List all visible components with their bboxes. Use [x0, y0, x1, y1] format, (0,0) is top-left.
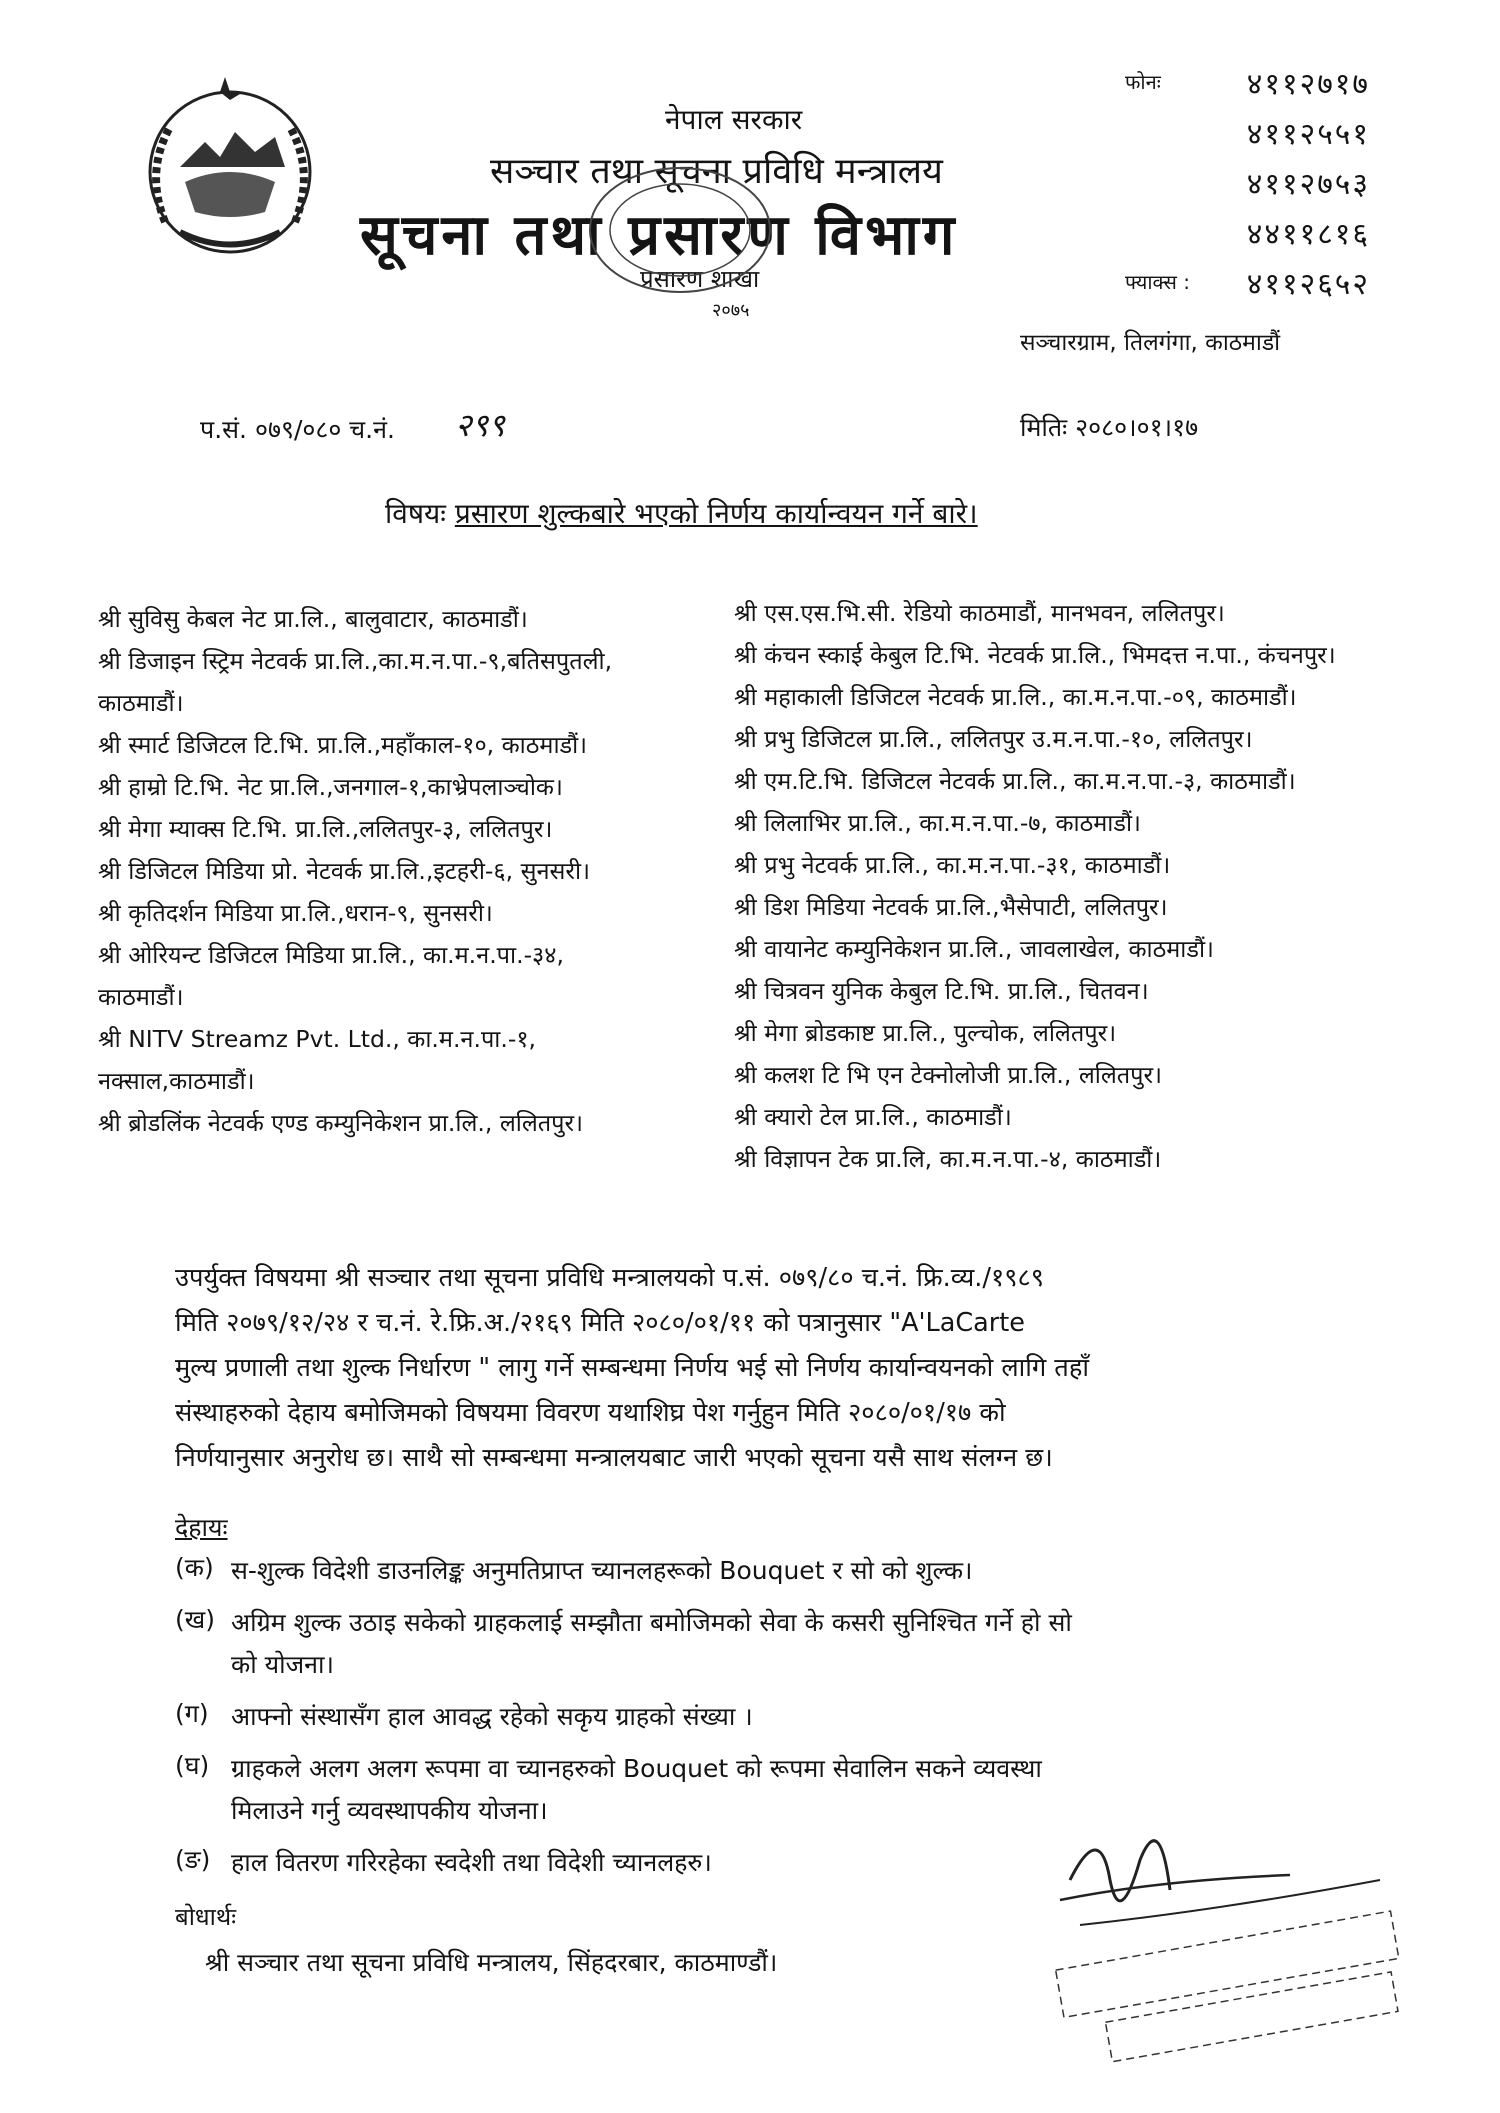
nepal-emblem-icon: [125, 72, 335, 262]
recipient-line: काठमाडौं।: [98, 689, 184, 717]
recipients-left-list: [98, 598, 612, 1144]
ministry-title: सञ्चार तथा सूचना प्रविधि मन्त्रालय: [490, 151, 943, 192]
contact-value: ४११२६५२: [1246, 267, 1370, 302]
recipient-line: श्री डिश मिडिया नेटवर्क प्रा.लि.,भैसेपाटी, ललितपुर।: [734, 893, 1168, 921]
body-line: मिति २०७९/१२/२४ र च.नं. रे.फ्रि.अ./२१६९ मिति २०८०/०१/११ को पत्रानुसार "A'LaCarte: [175, 1308, 1025, 1338]
body-line: निर्णयानुसार अनुरोध छ। साथै सो सम्बन्धमा मन्त्रालयबाट जारी भएको सूचना यसै साथ संलग्न छ।: [175, 1443, 1053, 1473]
government-label: नेपाल सरकार: [665, 103, 803, 136]
contact-row: [1125, 212, 1370, 262]
recipient-line: श्री क्यारो टेल प्रा.लि., काठमाडौं।: [734, 1103, 1012, 1131]
handwritten-signature: [1040, 1820, 1420, 2080]
recipient-line: काठमाडौं।: [98, 983, 184, 1011]
item-key: (घ): [175, 1751, 210, 1780]
recipient-line: श्री सुविसु केबल नेट प्रा.लि., बालुवाटार, काठमाडौं।: [98, 605, 528, 633]
recipient-line: श्री महाकाली डिजिटल नेटवर्क प्रा.लि., का.म.न.पा.-०९, काठमाडौं।: [734, 683, 1297, 711]
recipient-line: श्री प्रभु नेटवर्क प्रा.लि., का.म.न.पा.-३१, काठमाडौं।: [734, 851, 1171, 879]
item-text: [231, 1602, 1335, 1686]
item-line: ग्राहकले अलग अलग रूपमा वा च्यानहरुको Bouquet को रूपमा सेवालिन सकने व्यवस्था: [231, 1754, 1042, 1783]
contact-value: ४४११८१६: [1246, 217, 1370, 252]
recipient-line: श्री मेगा म्याक्स टि.भि. प्रा.लि.,ललितपुर-३, ललितपुर।: [98, 815, 553, 843]
item-key: (ग): [175, 1699, 209, 1728]
contact-block: [1125, 62, 1370, 312]
item-line: को योजना।: [231, 1650, 334, 1679]
contact-row: [1125, 262, 1370, 312]
subject-label: विषयः: [385, 497, 446, 530]
body-line: मुल्य प्रणाली तथा शुल्क निर्धारण " लागु गर्ने सम्बन्धमा निर्णय भई सो निर्णय कार्यान्वयनको लागि तहाँ: [175, 1353, 1089, 1383]
item-text: [231, 1550, 1335, 1592]
recipient-line: श्री हाम्रो टि.भि. नेट प्रा.लि.,जनगाल-१,काभ्रेपलाञ्चोक।: [98, 773, 563, 801]
recipient-line: श्री विज्ञापन टेक प्रा.लि, का.म.न.पा.-४, काठमाडौं।: [734, 1145, 1162, 1173]
recipient-line: श्री वायानेट कम्युनिकेशन प्रा.लि., जावलाखेल, काठमाडौं।: [734, 935, 1214, 963]
subject-text: प्रसारण शुल्कबारे भएको निर्णय कार्यान्वयन गर्ने बारे।: [454, 497, 978, 530]
body-line: उपर्युक्त विषयमा श्री सञ्चार तथा सूचना प्रविधि मन्त्रालयको प.सं. ०७९/८० च.नं. फ्रि.व्य./१९८९: [175, 1263, 1045, 1293]
cc-label: बोधार्थः: [175, 1903, 237, 1931]
item-key: (ख): [175, 1605, 215, 1634]
subject-line: [385, 494, 978, 532]
item-line: अग्रिम शुल्क उठाइ सकेको ग्राहकलाई सम्झौता बमोजिमको सेवा के कसरी सुनिश्चित गर्ने हो सो: [231, 1608, 1072, 1637]
cc-recipient: श्री सञ्चार तथा सूचना प्रविधि मन्त्रालय, सिंहदरबार, काठमाण्डौं।: [205, 1948, 778, 1977]
recipients-right-list: [734, 592, 1336, 1180]
reference-number: प.सं. ०७९/०८० च.नं.: [200, 415, 395, 444]
request-item: [175, 1696, 1335, 1738]
contact-row: [1125, 162, 1370, 212]
item-line: आफ्नो संस्थासँग हाल आवद्ध रहेको सकृय ग्राहको संख्या ।: [231, 1702, 753, 1731]
item-line: हाल वितरण गरिरहेका स्वदेशी तथा विदेशी च्यानलहरु।: [231, 1848, 712, 1877]
recipient-line: श्री ब्रोडलिंक नेटवर्क एण्ड कम्युनिकेशन प्रा.लि., ललितपुर।: [98, 1109, 584, 1137]
year-label: २०७५: [712, 300, 750, 321]
item-line: मिलाउने गर्नु व्यवस्थापकीय योजना।: [231, 1796, 548, 1825]
contact-value: ४११२७१७: [1246, 67, 1370, 102]
recipient-line: श्री लिलाभिर प्रा.लि., का.म.न.पा.-७, काठमाडौं।: [734, 809, 1141, 837]
dispatch-number: २९९: [455, 406, 505, 444]
body-line: संस्थाहरुको देहाय बमोजिमको विषयमा विवरण यथाशिघ्र पेश गर्नुहुन मिति २०८०/०१/१७ को: [175, 1398, 1006, 1428]
recipient-line: श्री मेगा ब्रोडकाष्ट प्रा.लि., पुल्चोक, ललितपुर।: [734, 1019, 1117, 1047]
request-item: [175, 1602, 1335, 1686]
item-line: स-शुल्क विदेशी डाउनलिङ्क अनुमतिप्राप्त च्यानलहरूको Bouquet र सो को शुल्क।: [231, 1556, 973, 1585]
recipient-line: श्री डिजाइन स्ट्रिम नेटवर्क प्रा.लि.,का.म.न.पा.-९,बतिसपुतली,: [98, 647, 613, 675]
letter-date: मितिः २०८०।०१।१७: [1020, 413, 1199, 442]
item-key: (ङ): [175, 1845, 211, 1874]
contact-row: [1125, 112, 1370, 162]
item-key: (क): [175, 1553, 214, 1582]
recipient-line: श्री डिजिटल मिडिया प्रो. नेटवर्क प्रा.लि.,इटहरी-६, सुनसरी।: [98, 857, 590, 885]
branch-label: प्रसारण शाखा: [640, 265, 760, 293]
contact-label: फोनः: [1125, 70, 1161, 94]
item-text: [231, 1696, 1335, 1738]
contact-value: ४११२७५३: [1246, 167, 1370, 202]
recipient-line: नक्साल,काठमाडौं।: [98, 1067, 255, 1095]
contact-row: [1125, 62, 1370, 112]
recipient-line: श्री एम.टि.भि. डिजिटल नेटवर्क प्रा.लि., का.म.न.पा.-३, काठमाडौं।: [734, 767, 1296, 795]
department-title: सूचना तथा प्रसारण विभाग: [360, 203, 959, 268]
recipient-line: श्री चित्रवन युनिक केबुल टि.भि. प्रा.लि., चितवन।: [734, 977, 1149, 1005]
recipient-line: श्री कलश टि भि एन टेक्नोलोजी प्रा.लि., ललितपुर।: [734, 1061, 1163, 1089]
office-stamp-icon: [580, 160, 780, 300]
recipient-line: श्री स्मार्ट डिजिटल टि.भि. प्रा.लि.,महाँकाल-१०, काठमाडौं।: [98, 731, 588, 759]
request-item: [175, 1550, 1335, 1592]
recipient-line: श्री कृतिदर्शन मिडिया प्रा.लि.,धरान-९, सुनसरी।: [98, 899, 493, 927]
dehay-heading: देहायः: [175, 1513, 228, 1542]
recipient-line: श्री एस.एस.भि.सी. रेडियो काठमाडौं, मानभवन, ललितपुर।: [734, 599, 1225, 627]
recipient-line: श्री कंचन स्काई केबुल टि.भि. नेटवर्क प्रा.लि., भिमदत्त न.पा., कंचनपुर।: [734, 641, 1336, 669]
contact-label: फ्याक्स :: [1125, 270, 1190, 294]
contact-value: ४११२५५१: [1246, 117, 1370, 152]
recipient-line: श्री ओरियन्ट डिजिटल मिडिया प्रा.लि., का.म.न.पा.-३४,: [98, 941, 564, 969]
recipient-line: श्री प्रभु डिजिटल प्रा.लि., ललितपुर उ.म.न.पा.-१०, ललितपुर।: [734, 725, 1253, 753]
body-paragraph: [175, 1256, 1335, 1481]
office-address: सञ्चारग्राम, तिलगंगा, काठमाडौं: [1020, 330, 1281, 356]
recipient-line: श्री NITV Streamz Pvt. Ltd., का.म.न.पा.-१,: [98, 1025, 537, 1053]
